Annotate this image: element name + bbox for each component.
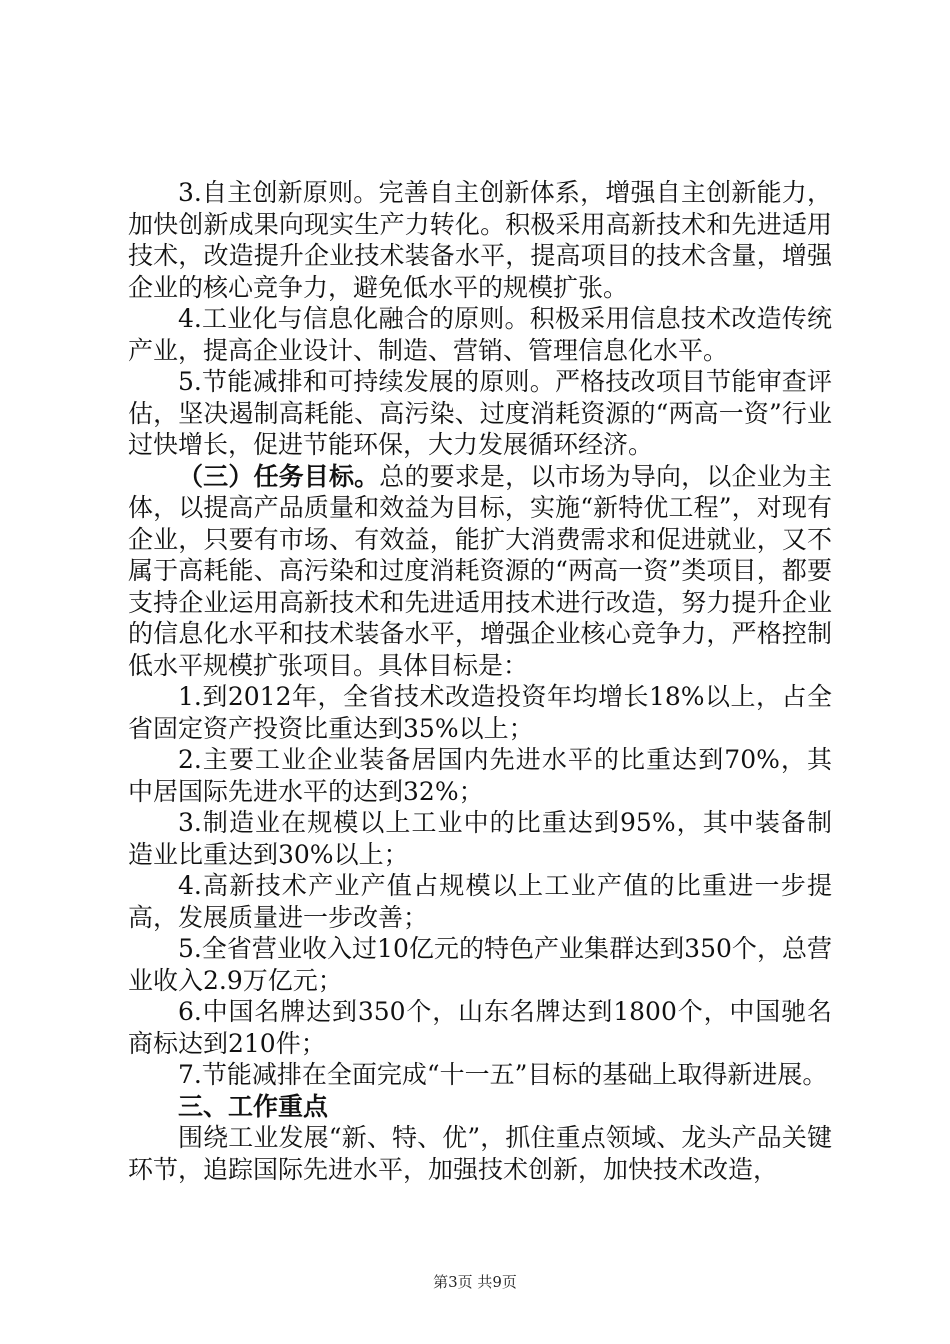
page-footer: 第3页 共9页: [433, 1273, 517, 1291]
principle-paragraph-4: 4.工业化与信息化融合的原则。积极采用信息技术改造传统产业，提高企业设计、制造、营销、管理信息化水平。: [128, 304, 832, 365]
task-goal-paragraph: [128, 461, 832, 682]
document-body: [128, 177, 832, 1185]
goal-item-5: 5.全省营业收入过10亿元的特色产业集群达到350个，总营业收入2.9万亿元；: [128, 934, 832, 995]
task-goal-text: 总的要求是，以市场为导向，以企业为主体，以提高产品质量和效益为目标，实施“新特优工程”，对现有企业，只要有市场、有效益，能扩大消费需求和促进就业，又不属于高耗能、高污染和过度消耗资源的“两高一资”类项目，都要支持企业运用高新技术和先进适用技术进行改造，努力提升企业的信息化水平和技术装备水平，增强企业核心竞争力，严格控制低水平规模扩张项目。具体目标是：: [128, 461, 832, 680]
principle-paragraph-3: 3.自主创新原则。完善自主创新体系，增强自主创新能力，加快创新成果向现实生产力转化。积极采用高新技术和先进适用技术，改造提升企业技术装备水平，提高项目的技术含量，增强企业的核心竞争力，避免低水平的规模扩张。: [128, 178, 832, 302]
goal-item-3: 3.制造业在规模以上工业中的比重达到95%，其中装备制造业比重达到30%以上；: [128, 808, 832, 869]
goal-item-7: 7.节能减排在全面完成“十一五”目标的基础上取得新进展。: [178, 1060, 828, 1089]
section-heading: 三、工作重点: [178, 1091, 329, 1121]
goal-item-1: 1.到2012年，全省技术改造投资年均增长18%以上，占全省固定资产投资比重达到35%以上；: [128, 682, 832, 743]
goal-item-2: 2.主要工业企业装备居国内先进水平的比重达到70%，其中居国际先进水平的达到32%；: [128, 745, 832, 806]
task-goal-heading: （三）任务目标。: [178, 461, 380, 491]
principle-paragraph-5: 5.节能减排和可持续发展的原则。严格技改项目节能审查评估，坚决遏制高耗能、高污染、过度消耗资源的“两高一资”行业过快增长，促进节能环保，大力发展循环经济。: [128, 367, 832, 459]
closing-paragraph: 围绕工业发展“新、特、优”，抓住重点领域、龙头产品关键环节，追踪国际先进水平，加强技术创新，加快技术改造，: [128, 1123, 832, 1184]
goal-item-6: 6.中国名牌达到350个，山东名牌达到1800个，中国驰名商标达到210件；: [128, 997, 832, 1058]
goal-item-4: 4.高新技术产业产值占规模以上工业产值的比重进一步提高，发展质量进一步改善；: [128, 871, 832, 932]
